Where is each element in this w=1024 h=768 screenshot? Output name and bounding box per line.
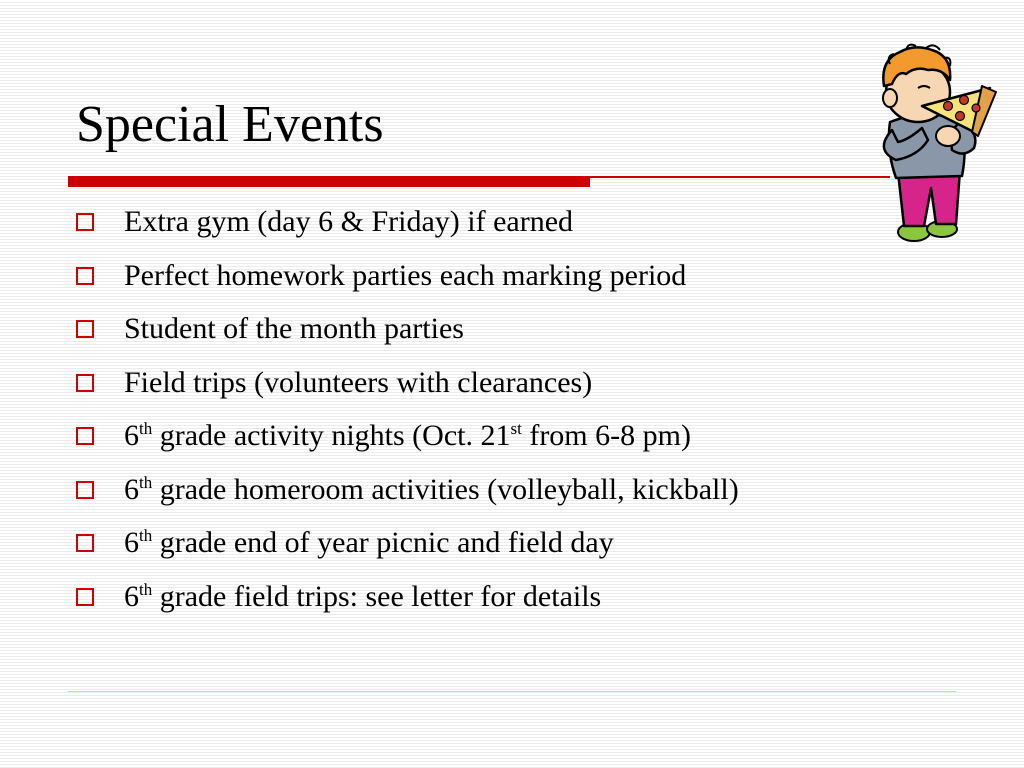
superscript: th xyxy=(139,472,153,492)
hollow-square-bullet-icon xyxy=(76,427,94,445)
hollow-square-bullet-icon xyxy=(76,213,94,231)
bullet-text xyxy=(124,309,464,349)
bullet-text xyxy=(124,256,686,296)
bullet-text-part: Field trips (volunteers with clearances) xyxy=(124,365,593,399)
superscript: th xyxy=(139,579,153,599)
bullet-item xyxy=(76,202,739,256)
slide-title: Special Events xyxy=(76,96,384,153)
bullet-item xyxy=(76,523,739,577)
bullet-text-part: 6 xyxy=(124,579,139,613)
hollow-square-bullet-icon xyxy=(76,481,94,499)
bullet-item xyxy=(76,470,739,524)
superscript: th xyxy=(139,526,153,545)
footer-divider xyxy=(68,691,956,692)
superscript: st xyxy=(510,419,522,438)
bullet-item xyxy=(76,577,739,631)
bullet-item xyxy=(76,256,739,310)
superscript: th xyxy=(139,419,153,438)
bullet-list xyxy=(76,202,739,630)
bullet-text-part: 6 xyxy=(124,472,139,506)
hollow-square-bullet-icon xyxy=(76,588,94,606)
bullet-text-part: Perfect homework parties each marking period xyxy=(124,258,687,292)
bullet-text-part: 6 xyxy=(124,526,139,559)
bullet-text-part: Extra gym (day 6 & Friday) if earned xyxy=(124,205,574,238)
boy-eating-pizza-icon xyxy=(856,40,1002,246)
hollow-square-bullet-icon xyxy=(76,374,94,392)
bullet-item xyxy=(76,309,739,363)
bullet-text-part: grade activity nights (Oct. 21 xyxy=(152,419,511,452)
bullet-item xyxy=(76,363,739,417)
bullet-text-part: from 6-8 pm) xyxy=(521,419,691,452)
bullet-text xyxy=(124,363,592,403)
bullet-text-part: grade field trips: see letter for details xyxy=(152,579,602,613)
bullet-text-part: Student of the month parties xyxy=(124,312,464,345)
bullet-text xyxy=(124,470,739,510)
bullet-text xyxy=(124,416,691,456)
hollow-square-bullet-icon xyxy=(76,534,94,552)
title-underline-thin xyxy=(590,176,890,178)
title-underline-thick xyxy=(68,176,590,187)
bullet-text xyxy=(124,202,573,242)
hollow-square-bullet-icon xyxy=(76,320,94,338)
hollow-square-bullet-icon xyxy=(76,267,94,285)
bullet-text xyxy=(124,577,601,617)
bullet-item xyxy=(76,416,739,470)
bullet-text-part: 6 xyxy=(124,419,139,452)
bullet-text xyxy=(124,523,614,563)
bullet-text-part: grade homeroom activities (volleyball, kickball) xyxy=(152,472,739,506)
bullet-text-part: grade end of year picnic and field day xyxy=(152,526,614,559)
